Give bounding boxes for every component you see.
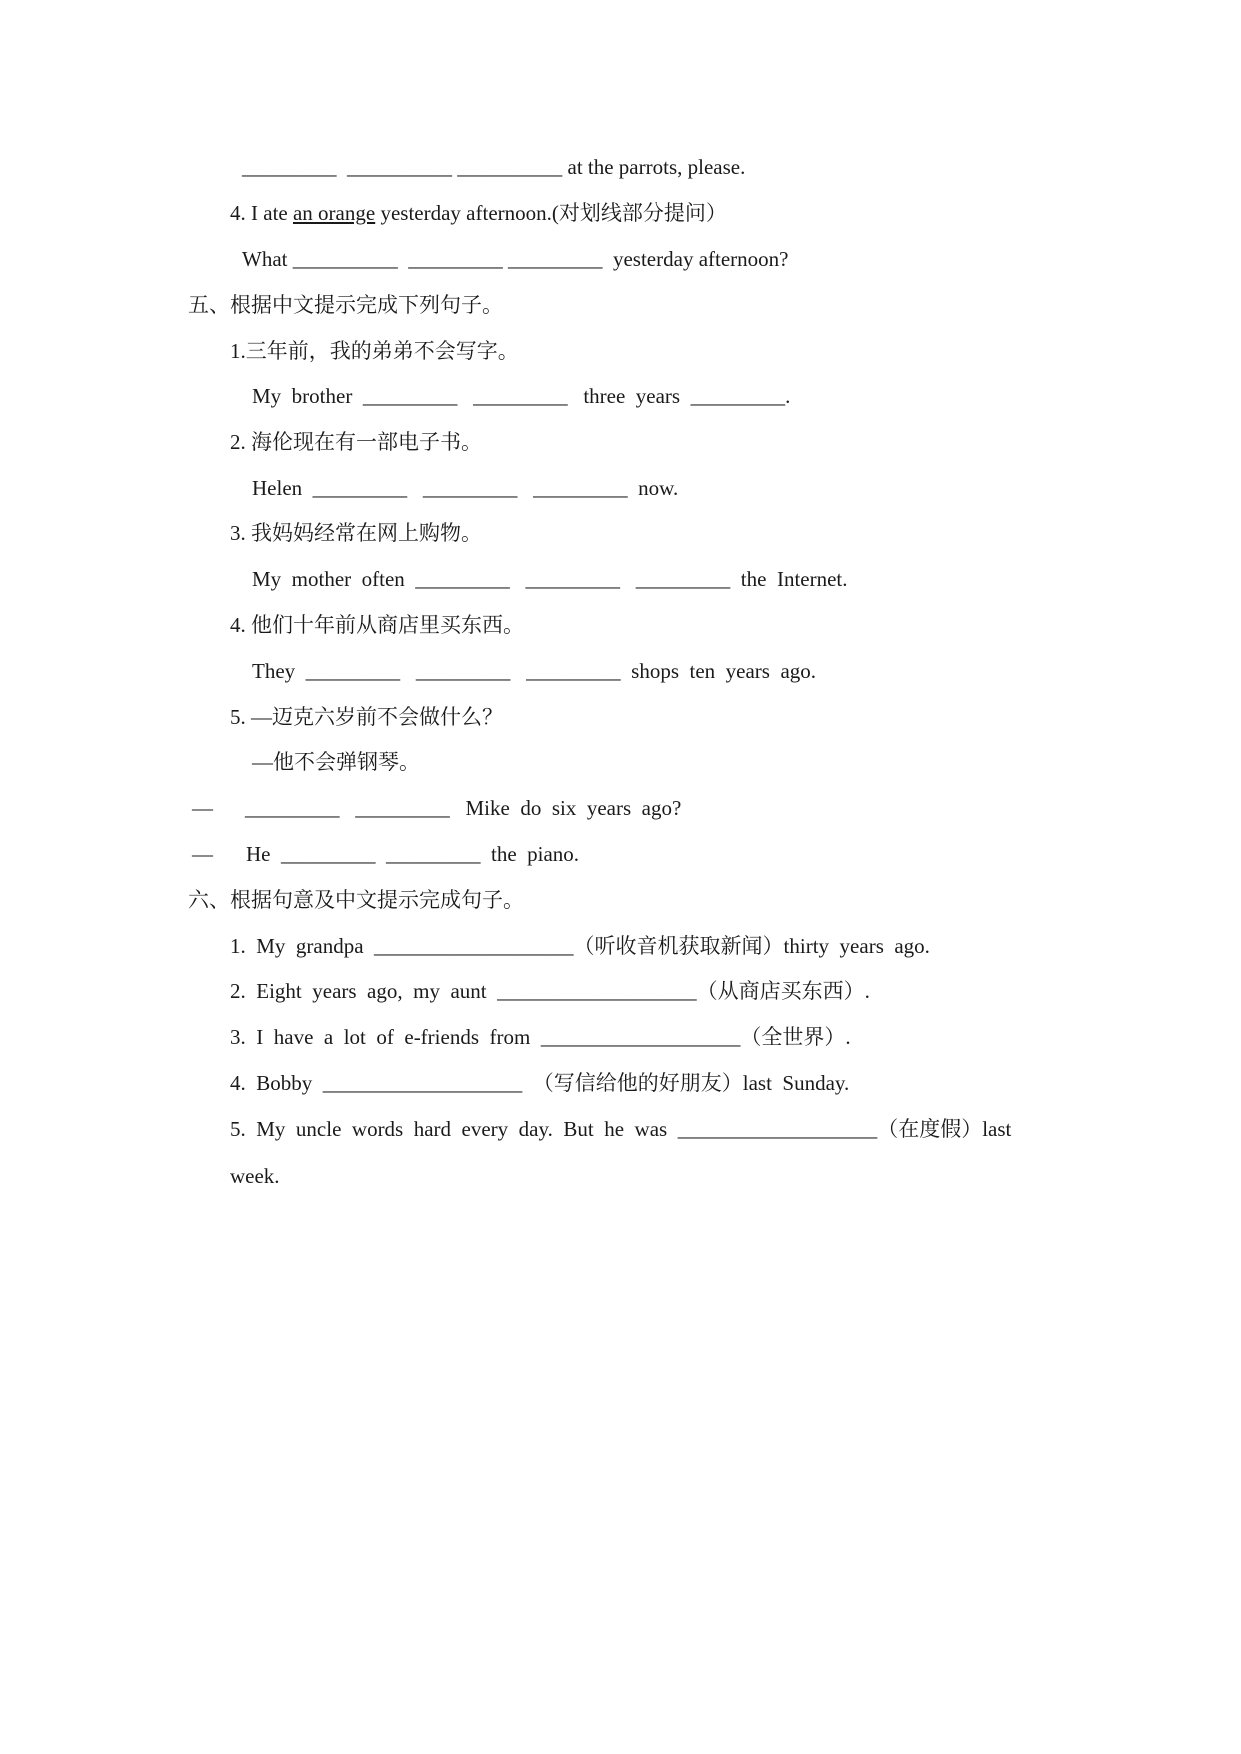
part5-heading: 五、根据中文提示完成下列句子。 [188,293,503,317]
part5-q5-dash-1: — [192,796,213,820]
part5-q1-chinese: 1.三年前，我的弟弟不会写字。 [230,339,519,363]
part6-q5-line2: week. [230,1164,280,1188]
part5-q1-english: My brother _________ _________ three years _________. [252,384,791,408]
part6-q4: 4. Bobby ___________________ （写信给他的好朋友）last Sunday. [230,1071,850,1095]
part4-q4-question [230,199,727,227]
part5-q5-chinese: 5. —迈克六岁前不会做什么？ [230,705,503,729]
part5-q3-chinese: 3. 我妈妈经常在网上购物。 [230,521,482,545]
part6-q2: 2. Eight years ago, my aunt ___________________（从商店买东西）. [230,979,870,1003]
part4-q3-blank-line: _________ __________ __________ at the parrots, please. [242,155,746,179]
part5-q5-dash-2: — [192,842,213,866]
part6-q5-line1: 5. My uncle words hard every day. But he was ___________________（在度假）last [230,1117,1012,1141]
part5-q4-english: They _________ _________ _________ shops ten years ago. [252,659,817,683]
part5-q2-chinese: 2. 海伦现在有一部电子书。 [230,430,482,454]
part4-q4-answer-line: What __________ _________ _________ yesterday afternoon? [242,247,789,271]
part5-q5-english-question: _________ _________ Mike do six years ago? [245,796,682,820]
part6-q3: 3. I have a lot of e-friends from ___________________（全世界）. [230,1025,851,1049]
part4-q4-underlined-phrase: an orange [292,201,376,225]
part6-heading: 六、根据句意及中文提示完成句子。 [188,888,524,912]
part5-q4-chinese: 4. 他们十年前从商店里买东西。 [230,613,524,637]
part5-q5-chinese-answer: —他不会弹钢琴。 [252,750,420,774]
part5-q2-english: Helen _________ _________ _________ now. [252,476,679,500]
part4-q4-prefix: 4. I ate [230,201,293,225]
part5-q5-english-answer: He _________ _________ the piano. [246,842,580,866]
part4-q4-suffix: yesterday afternoon.(对划线部分提问） [375,201,727,225]
part6-q1: 1. My grandpa ___________________（听收音机获取新闻）thirty years ago. [230,934,930,958]
part5-q3-english: My mother often _________ _________ _________ the Internet. [252,567,848,591]
